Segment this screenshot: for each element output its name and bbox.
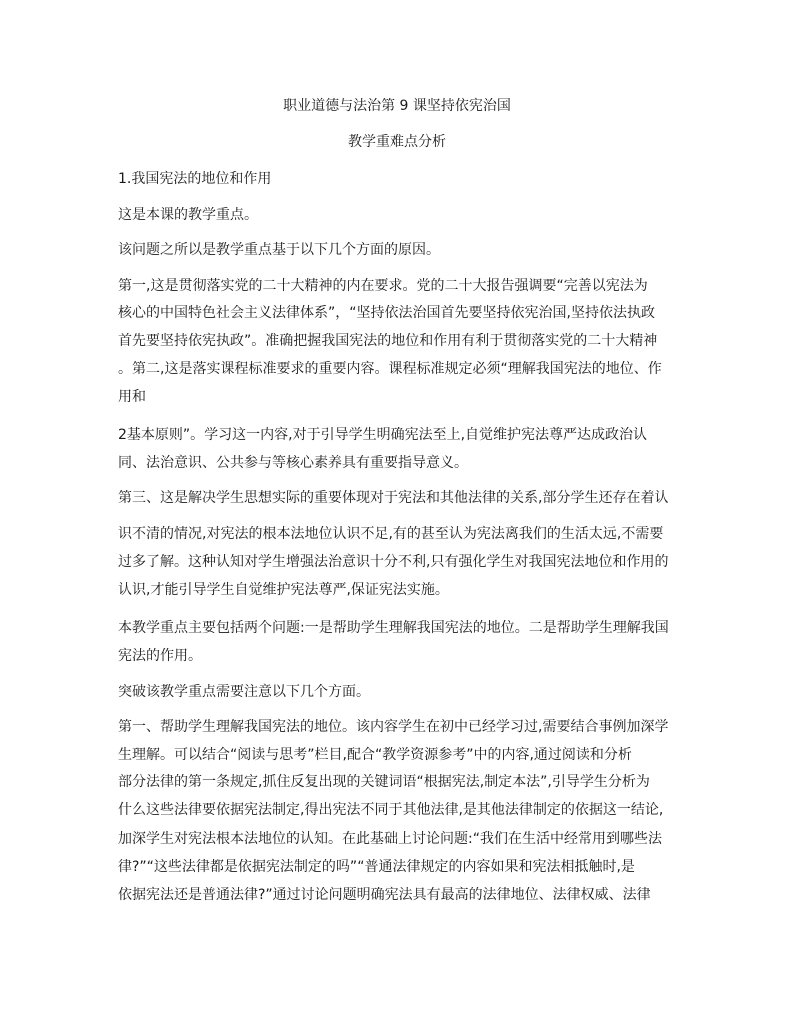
text-line: 这是本课的教学重点。 bbox=[118, 207, 258, 223]
text-line: 宪法的作用。 bbox=[118, 648, 202, 664]
text-line: 2基本原则”。学习这一内容,对于引导学生明确宪法至上,自觉维护宪法尊严达成政治认 bbox=[118, 427, 648, 443]
section-heading: 1.我国宪法的地位和作用 bbox=[118, 171, 272, 187]
text-line: 生理解。可以结合“阅读与思考”栏目,配合“教学资源参考”中的内容,通过阅读和分析 bbox=[118, 747, 632, 763]
text-line: 首先要坚持依宪执政”。准确把握我国宪法的地位和作用有利于贯彻落实党的二十大精神 bbox=[118, 333, 658, 349]
text-line: 加深学生对宪法根本法地位的认知。在此基础上讨论问题:“我们在生活中经常用到哪些法 bbox=[118, 831, 662, 847]
document-subtitle: 教学重难点分析 bbox=[348, 134, 446, 150]
text-line: 认识,才能引导学生自觉维护宪法尊严,保证宪法实施。 bbox=[118, 582, 449, 598]
text-line: 第一,这是贯彻落实党的二十大精神的内在要求。党的二十大报告强调要“完善以宪法为 bbox=[118, 278, 648, 294]
document-title: 职业道德与法治第 9 课坚持依宪治国 bbox=[283, 98, 511, 114]
text-line: 同、法治意识、公共参与等核心素养具有重要指导意义。 bbox=[118, 455, 468, 471]
text-line: 部分法律的第一条规定,抓住反复出现的关键词语“根据宪法,制定本法”,引导学生分析为 bbox=[118, 774, 650, 790]
text-line: 第三、这是解决学生思想实际的重要体现对于宪法和其他法律的关系,部分学生还存在着认 bbox=[118, 490, 669, 506]
text-line: 依据宪法还是普通法律?”通过讨论问题明确宪法具有最高的法律地位、法律权威、法律 bbox=[118, 887, 651, 903]
text-line: 用和 bbox=[118, 389, 146, 405]
text-line: 识不清的情况,对宪法的根本法地位认识不足,有的甚至认为宪法离我们的生活太远,不需要 bbox=[118, 526, 664, 542]
text-line: 该问题之所以是教学重点基于以下几个方面的原因。 bbox=[118, 242, 440, 258]
text-line: 核心的中国特色社会主义法律体系”，“坚持依法治国首先要坚持依宪治国,坚持依法执政 bbox=[118, 305, 655, 321]
text-line: 突破该教学重点需要注意以下几个方面。 bbox=[118, 684, 370, 700]
text-line: 。第二,这是落实课程标准要求的重要内容。课程标准规定必须“理解我国宪法的地位、作 bbox=[118, 361, 662, 377]
text-line: 过多了解。这种认知对学生增强法治意识十分不利,只有强化学生对我国宪法地位和作用的 bbox=[118, 554, 669, 570]
text-line: 本教学重点主要包括两个问题:一是帮助学生理解我国宪法的地位。二是帮助学生理解我国 bbox=[118, 620, 669, 636]
text-line: 律?”“这些法律都是依据宪法制定的吗”“普通法律规定的内容如果和宪法相抵触时,是 bbox=[118, 859, 635, 875]
text-line: 什么这些法律要依据宪法制定,得出宪法不同于其他法律,是其他法律制定的依据这一结论, bbox=[118, 802, 664, 818]
text-line: 第一、帮助学生理解我国宪法的地位。该内容学生在初中已经学习过,需要结合事例加深学 bbox=[118, 719, 669, 735]
